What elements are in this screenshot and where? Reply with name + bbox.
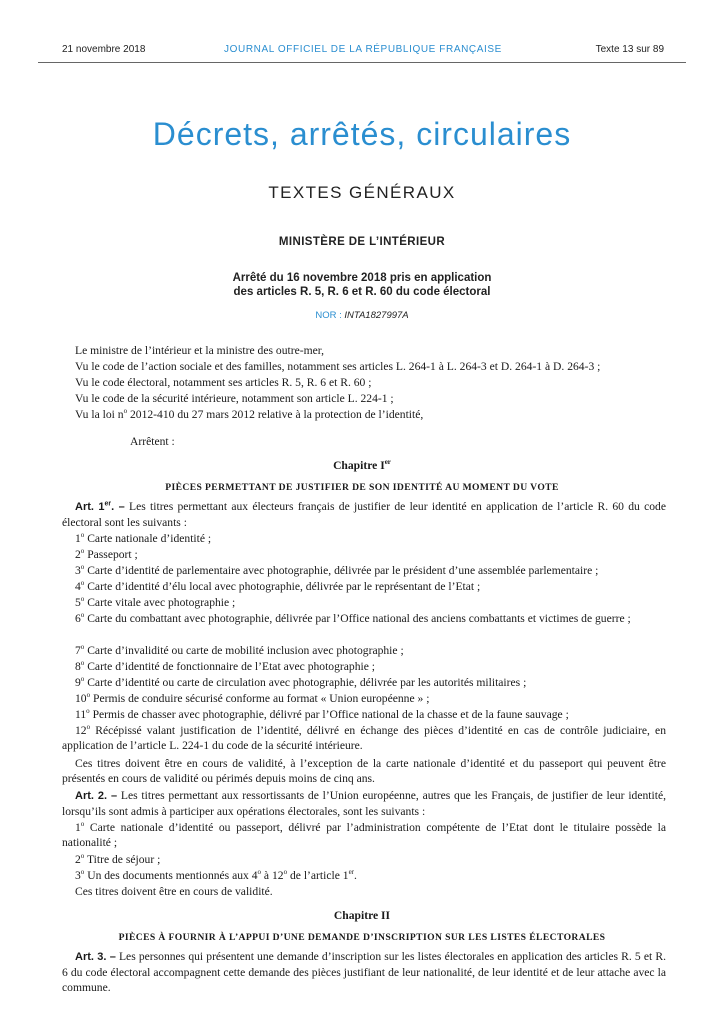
arretent-line: Arrêtent : (130, 435, 175, 448)
preamble-line (75, 407, 679, 422)
art-1-closing: Ces titres doivent être en cours de validité, à l’exception de la carte nationale d’identité et du passeport qui peuvent être présentés en cours de validité ou périmés depuis moins de cinq ans. (62, 757, 666, 785)
item-text: Carte nationale d’identité ou passeport, délivré par l’administration compétente de l’Etat dont le titulaire possède la nationalité ; (62, 821, 666, 849)
item-number: 9 (75, 676, 81, 689)
item-text: Permis de conduire sécurisé conforme au format « Union européenne » ; (90, 692, 430, 705)
art-3-label: Art. 3. – (75, 951, 116, 963)
article-label (75, 501, 125, 513)
superscript: er (384, 458, 391, 467)
art-1-item: 11$^o$ Permis de chasser avec photographie, délivré par l’Office national de la chasse et de la faune sauvage ; (75, 707, 569, 721)
art-1-label-end: . – (111, 501, 125, 513)
art-1-intro (62, 499, 666, 530)
preamble-line: Vu le code de l’action sociale et des familles, notamment ses articles L. 264-1 à L. 264-3 et D. 264-1 à D. 264-3 ; (75, 360, 601, 373)
item-text: Passeport ; (84, 548, 138, 561)
art-1-intro-text: Les titres permettant aux électeurs français de justifier de leur identité en application de l’article R. 60 du code électoral sont les suivants : (62, 500, 666, 529)
art-1-item: 4$^o$ Carte d’identité d’élu local avec photographie, délivrée par le représentant de l’Etat ; (75, 579, 481, 593)
chapter-1-subtitle: PIÈCES PERMETTANT DE JUSTIFIER DE SON IDENTITÉ AU MOMENT DU VOTE (165, 482, 559, 493)
item-number: 3 (75, 869, 81, 882)
chapter-1-label: Chapitre I (333, 459, 385, 472)
art-1-item: 6$^o$ Carte du combattant avec photographie, délivrée par l’Office national des anciens combattants et victimes de guerre ; (75, 611, 631, 625)
item-number: 10 (75, 692, 87, 705)
preamble-line: Vu le code électoral, notamment ses articles R. 5, R. 6 et R. 60 ; (75, 376, 372, 389)
item-text: Carte d’invalidité ou carte de mobilité inclusion avec photographie ; (84, 644, 404, 657)
preamble-line: Vu le code de la sécurité intérieure, notamment son article L. 224-1 ; (75, 392, 394, 405)
art-1-item: 1$^o$ Carte nationale d’identité ; (75, 531, 212, 545)
art-2-closing: Ces titres doivent être en cours de validité. (75, 885, 273, 898)
subsection-title: TEXTES GÉNÉRAUX (268, 183, 456, 202)
item-text: Carte d’identité ou carte de circulation avec photographie, délivrée par les autorités militaires ; (84, 676, 527, 689)
item-number: 2 (75, 548, 81, 561)
item-number: 4 (75, 580, 81, 593)
preamble-line: Le ministre de l’intérieur et la ministre des outre-mer, (75, 344, 325, 357)
item-text: à 12 (261, 869, 284, 882)
item-text: Carte nationale d’identité ; (84, 532, 212, 545)
art-2-item: 2$^o$ Titre de séjour ; (75, 852, 161, 866)
art-1-item: 12$^o$ Récépissé valant justification de l’identité, délivré en échange des pièces d’identité en cas de contrôle judiciaire, en application de l’article L. 224-1 du code de la sécurité intérieure. (62, 723, 666, 752)
art-1-item: 7$^o$ Carte d’invalidité ou carte de mobilité inclusion avec photographie ; (75, 643, 404, 657)
chapter-2-title: Chapitre II (333, 909, 391, 922)
art-2-item: 3$^o$ Un des documents mentionnés aux 4$^o$ à 12$^o$ de l’article 1er. (75, 868, 357, 882)
journal-name: JOURNAL OFFICIEL DE LA RÉPUBLIQUE FRANÇAISE (224, 44, 502, 55)
item-text: Carte vitale avec photographie ; (84, 596, 236, 609)
item-text: Carte du combattant avec photographie, délivrée par l’Office national des anciens combattants et victimes de guerre ; (84, 612, 631, 625)
page-header (62, 44, 664, 58)
superscript: er (104, 500, 112, 508)
decree-title-line2: des articles R. 5, R. 6 et R. 60 du code électoral (233, 286, 491, 298)
art-3-text (62, 949, 666, 995)
art-1-item: 8$^o$ Carte d’identité de fonctionnaire de l’Etat avec photographie ; (75, 659, 375, 673)
item-number: 1 (75, 532, 81, 545)
item-number: 1 (75, 821, 81, 834)
art-1-item: 5$^o$ Carte vitale avec photographie ; (75, 595, 236, 609)
art-1-item: 10$^o$ Permis de conduire sécurisé conforme au format « Union européenne » ; (75, 691, 430, 705)
art-2-label: Art. 2. – (75, 790, 118, 802)
item-text: Carte d’identité de parlementaire avec photographie, délivrée par le président d’une assemblée parlementaire ; (84, 564, 599, 577)
item-text: Titre de séjour ; (84, 853, 161, 866)
superscript: er (348, 868, 355, 877)
item-text: Un des documents mentionnés aux 4 (84, 869, 258, 882)
art-3-body: Les personnes qui présentent une demande d’inscription sur les listes électorales en application des articles R. 5 et R. 6 du code électoral accompagnent cette demande des pièces justifiant de leur nationalité, de leur identité et de leur attache avec la commune. (62, 950, 666, 994)
art-1-item: 2$^o$ Passeport ; (75, 547, 138, 561)
preamble-text: 2012-410 du 27 mars 2012 relative à la protection de l’identité, (127, 408, 424, 421)
section-title: Décrets, arrêtés, circulaires (152, 116, 572, 152)
item-number: 12 (75, 724, 87, 737)
item-number: 8 (75, 660, 81, 673)
item-text: Permis de chasser avec photographie, délivré par l’Office national de la chasse et de la faune sauvage ; (89, 708, 569, 721)
nor-reference (0, 310, 724, 321)
header-date: 21 novembre 2018 (62, 44, 146, 55)
decree-title-line1: Arrêté du 16 novembre 2018 pris en application (232, 272, 492, 284)
item-text: de l’article 1 (287, 869, 349, 882)
art-1-item: 3$^o$ Carte d’identité de parlementaire avec photographie, délivrée par le président d’une assemblée parlementaire ; (75, 563, 599, 577)
nor-label: NOR : (315, 310, 345, 321)
item-text: Carte d’identité de fonctionnaire de l’Etat avec photographie ; (84, 660, 375, 673)
item-number: 7 (75, 644, 81, 657)
item-number: 2 (75, 853, 81, 866)
superscript: o (123, 407, 128, 416)
art-2-intro (62, 788, 666, 819)
item-number: 11 (75, 708, 87, 721)
header-rule (38, 62, 686, 63)
decree-title (0, 271, 724, 299)
art-2-intro-text: Les titres permettant aux ressortissants de l’Union européenne, autres que les Français, de justifier de leur identité, lorsqu’ils sont admis à participer aux opérations électorales, sont les suivants : (62, 789, 666, 818)
preamble-text: Vu la loi n (75, 408, 124, 421)
chapter-1-title (0, 459, 724, 472)
nor-value: INTA1827997A (344, 310, 409, 321)
item-number: 6 (75, 612, 81, 625)
chapter-2-subtitle: PIÈCES À FOURNIR À L’APPUI D’UNE DEMANDE D’INSCRIPTION SUR LES LISTES ÉLECTORALES (118, 932, 606, 943)
item-text: Récépissé valant justification de l’identité, délivré en échange des pièces d’identité en cas de contrôle judiciaire, en application de l’article L. 224-1 du code de la sécurité intérieure. (62, 724, 666, 752)
ministry-title: MINISTÈRE DE L’INTÉRIEUR (278, 236, 446, 248)
item-number: 3 (75, 564, 81, 577)
art-1-item: 9$^o$ Carte d’identité ou carte de circulation avec photographie, délivrée par les autorités militaires ; (75, 675, 527, 689)
art-2-item: 1$^o$ Carte nationale d’identité ou passeport, délivré par l’administration compétente de l’Etat dont le titulaire possède la nationalité ; (62, 820, 666, 849)
text-number: Texte 13 sur 89 (595, 44, 664, 55)
item-text: Carte d’identité d’élu local avec photographie, délivrée par le représentant de l’Etat ; (84, 580, 481, 593)
item-text: . (354, 869, 357, 882)
art-1-label: Art. 1 (75, 501, 105, 513)
item-number: 5 (75, 596, 81, 609)
